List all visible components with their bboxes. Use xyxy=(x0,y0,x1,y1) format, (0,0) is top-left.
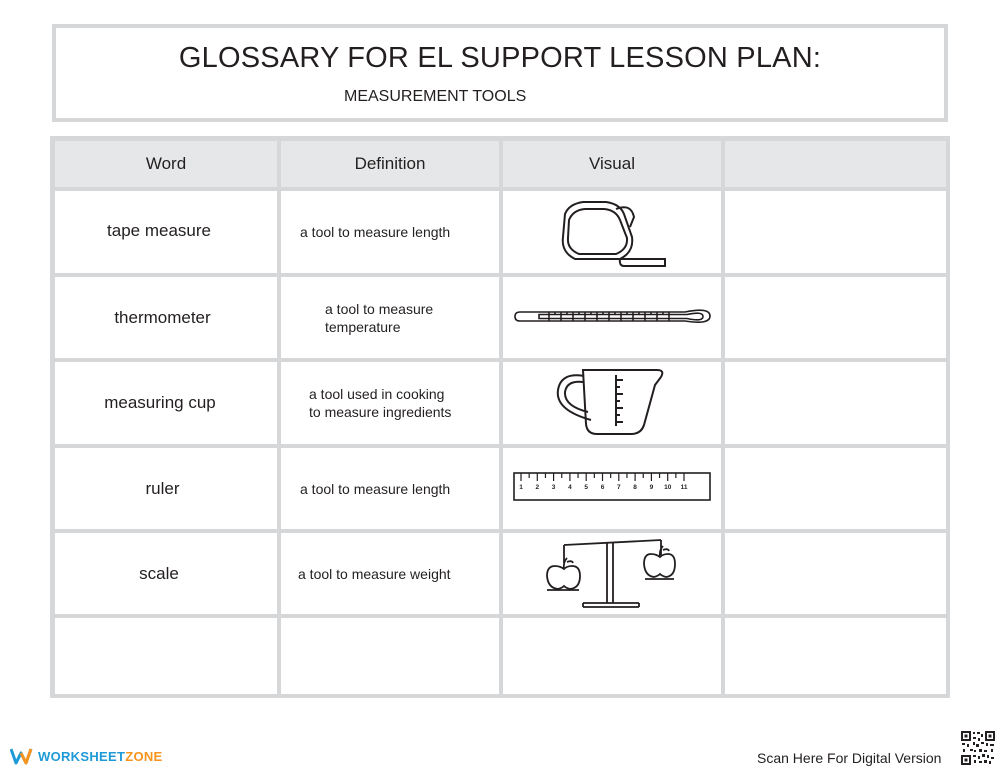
extra-cell xyxy=(725,448,946,529)
brand-name-part2: ZONE xyxy=(125,748,163,764)
word-cell xyxy=(55,277,277,358)
ruler-number: 1 xyxy=(519,484,523,491)
visual-cell xyxy=(503,362,721,444)
thermometer-icon xyxy=(503,277,721,358)
word-cell xyxy=(55,533,277,614)
definition-cell xyxy=(281,191,499,273)
empty-cell xyxy=(725,618,946,694)
empty-cell xyxy=(503,618,721,694)
empty-cell xyxy=(55,618,277,694)
word-text: scale xyxy=(139,563,179,583)
extra-cell xyxy=(725,277,946,358)
word-text: measuring cup xyxy=(104,393,216,412)
header-extra xyxy=(725,141,946,187)
header-visual: Visual xyxy=(503,141,721,187)
visual-cell xyxy=(503,448,721,529)
page-title: GLOSSARY FOR EL SUPPORT LESSON PLAN: xyxy=(178,42,822,74)
worksheet-zone-logo-icon xyxy=(10,746,34,766)
word-cell xyxy=(55,191,277,273)
measuring-cup-icon xyxy=(503,362,721,444)
definition-line: a tool to measure weight xyxy=(298,565,451,582)
definition-cell xyxy=(281,533,499,614)
scan-text: Scan Here For Digital Version xyxy=(757,750,942,766)
word-text: thermometer xyxy=(114,307,211,327)
ruler-number: 4 xyxy=(568,484,572,491)
ruler-number: 9 xyxy=(649,484,654,491)
definition-cell xyxy=(281,362,499,444)
extra-cell xyxy=(725,191,946,273)
definition-line: a tool to measure length xyxy=(300,224,451,240)
title-box xyxy=(52,24,948,122)
header-definition: Definition xyxy=(281,141,499,187)
ruler-number: 2 xyxy=(535,484,540,491)
visual-cell xyxy=(503,533,721,614)
visual-cell xyxy=(503,191,721,273)
definition-line: a tool to measure length xyxy=(300,480,451,497)
glossary-table xyxy=(50,136,950,698)
ruler-number: 11 xyxy=(680,484,688,491)
ruler-icon xyxy=(503,448,721,529)
scale-icon xyxy=(503,533,721,614)
brand-name-part1: WORKSHEET xyxy=(38,748,126,764)
empty-cell xyxy=(281,618,499,694)
definition-line: to measure ingredients xyxy=(309,404,452,420)
definition-line: a tool used in cooking xyxy=(309,386,445,402)
tape-measure-icon xyxy=(503,191,721,273)
extra-cell xyxy=(725,533,946,614)
word-text: ruler xyxy=(145,478,180,498)
visual-cell xyxy=(503,277,721,358)
definition-cell xyxy=(281,277,499,358)
ruler-number: 6 xyxy=(600,484,605,491)
qr-code-icon[interactable] xyxy=(960,730,996,766)
definition-cell xyxy=(281,448,499,529)
word-text: tape measure xyxy=(107,221,211,240)
page-subtitle: MEASUREMENT TOOLS xyxy=(344,88,527,105)
word-cell xyxy=(55,362,277,444)
word-cell xyxy=(55,448,277,529)
brand-logo[interactable] xyxy=(10,746,163,766)
header-word: Word xyxy=(55,141,277,187)
ruler-number: 7 xyxy=(616,484,621,491)
ruler-number: 5 xyxy=(584,484,589,491)
ruler-number: 3 xyxy=(551,484,556,491)
ruler-number: 8 xyxy=(633,484,637,491)
ruler-number: 10 xyxy=(664,484,672,491)
definition-line: a tool to measure xyxy=(325,300,434,317)
extra-cell xyxy=(725,362,946,444)
definition-line: temperature xyxy=(325,318,401,335)
